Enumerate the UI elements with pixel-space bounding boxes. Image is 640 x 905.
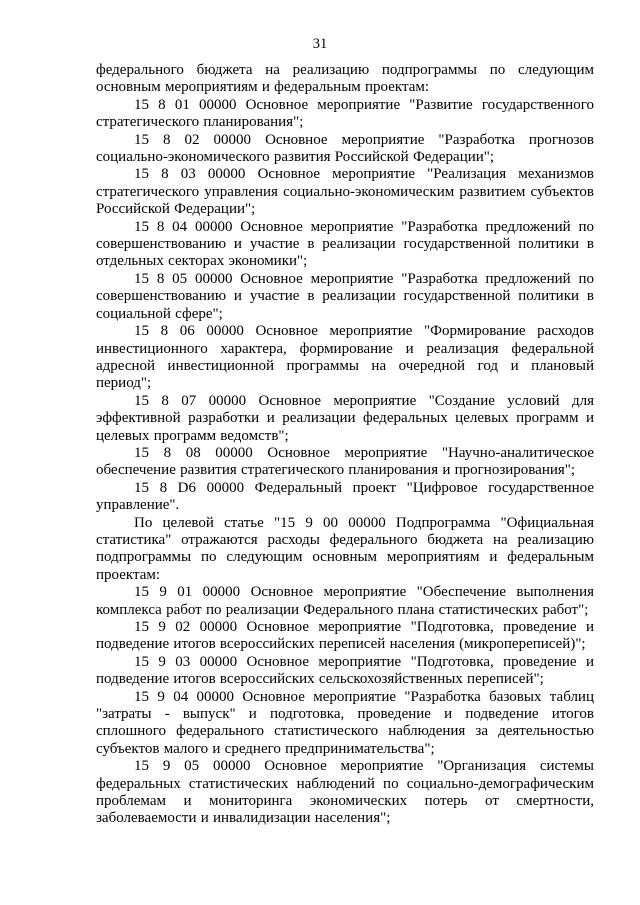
body-paragraph: 15 9 05 00000 Основное мероприятие "Организация системы федеральных статистических наблюдений по социально-демографическим проблемам и мониторинга экономических потерь от смертности, заболеваемости и инвалидизации населения"; (96, 758, 594, 827)
body-paragraph: 15 8 D6 00000 Федеральный проект "Цифровое государственное управление". (96, 479, 594, 514)
body-paragraph: 15 8 03 00000 Основное мероприятие "Реализация механизмов стратегического управления социально-экономическим развитием субъектов Российской Федерации"; (96, 166, 594, 218)
page-body (96, 62, 594, 828)
body-paragraph: По целевой статье "15 9 00 00000 Подпрограмма "Официальная статистика" отражаются расходы федерального бюджета на реализацию подпрограммы по следующим основным мероприятиям и федеральным проектам: (96, 514, 594, 583)
body-paragraph: 15 8 06 00000 Основное мероприятие "Формирование расходов инвестиционного характера, формирование и реализация федеральной адресной инвестиционной программы на очередной год и плановый период"; (96, 323, 594, 392)
body-paragraph: 15 8 02 00000 Основное мероприятие "Разработка прогнозов социально-экономического развития Российской Федерации"; (96, 131, 594, 166)
body-paragraph: 15 8 07 00000 Основное мероприятие "Создание условий для эффективной разработки и реализации федеральных целевых программ и целевых программ ведомств"; (96, 392, 594, 444)
body-paragraph: 15 8 01 00000 Основное мероприятие "Развитие государственного стратегического планирования"; (96, 96, 594, 131)
body-paragraph: федерального бюджета на реализацию подпрограммы по следующим основным мероприятиям и федеральным проектам: (96, 62, 594, 96)
body-paragraph: 15 9 03 00000 Основное мероприятие "Подготовка, проведение и подведение итогов всероссийских сельскохозяйственных переписей"; (96, 653, 594, 688)
body-paragraph: 15 8 05 00000 Основное мероприятие "Разработка предложений по совершенствованию и участие в реализации государственной политики в социальной сфере"; (96, 270, 594, 322)
body-paragraph: 15 9 01 00000 Основное мероприятие "Обеспечение выполнения комплекса работ по реализации Федерального плана статистических работ"; (96, 584, 594, 618)
body-paragraph: 15 9 02 00000 Основное мероприятие "Подготовка, проведение и подведение итогов всероссийских переписей населения (микропереписей)"; (96, 619, 594, 653)
body-paragraph: 15 8 04 00000 Основное мероприятие "Разработка предложений по совершенствованию и участие в реализации государственной политики в отдельных секторах экономики"; (96, 218, 594, 270)
body-paragraph: 15 8 08 00000 Основное мероприятие "Научно-аналитическое обеспечение развития стратегического планирования и прогнозирования"; (96, 444, 594, 479)
body-paragraph: 15 9 04 00000 Основное мероприятие "Разработка базовых таблиц "затраты - выпуск" и подготовка, проведение и подведение итогов сплошного федерального статистического наблюдения за деятельностью субъектов малого и среднего предпринимательства"; (96, 688, 594, 757)
page-number: 31 (312, 36, 328, 52)
